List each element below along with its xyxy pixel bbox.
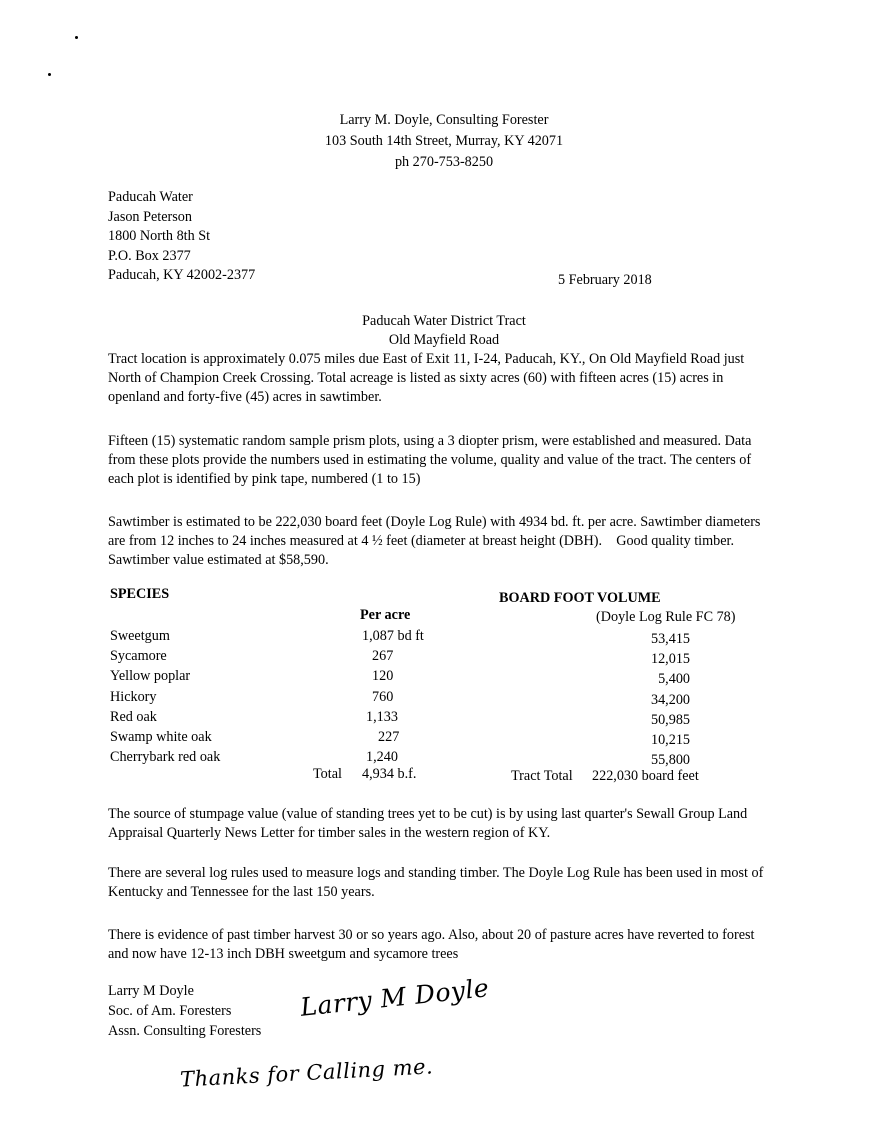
table-row-species: Hickory — [110, 688, 157, 705]
plots-text: Fifteen (15) systematic random sample prism plots, using a 3 diopter prism, were established and measured. Data from these plots provide the numbers used in estimating the volume, quality and value of the tract. The centers of each plot is identified by pink tape, numbered (1 to 15) — [108, 433, 752, 487]
location-paragraph — [108, 350, 768, 407]
plots-paragraph — [108, 432, 768, 489]
sawtimber-estimate: Sawtimber is estimated to be 222,030 board feet (Doyle Log Rule) with 4934 bd. ft. per acre. Sawtimber diameters are from 12 inches to 24 inches measured at 4 ½ feet (diameter at breast height (DBH). — [108, 514, 761, 549]
tract-total-label: Tract Total — [511, 768, 573, 784]
letter-date: 5 February 2018 — [558, 272, 652, 288]
sawtimber-value: Sawtimber value estimated at $58,590. — [108, 552, 329, 568]
table-row-species: Sycamore — [110, 648, 167, 665]
harvest-text: There is evidence of past timber harvest 30 or so years ago. Also, about 20 of pasture acres have reverted to forest and now have 12-13 inch DBH sweetgum and sycamore trees — [108, 927, 755, 962]
per-acre-header: Per acre — [360, 607, 411, 623]
recipient-line: Jason Peterson — [108, 208, 192, 225]
recipient-address — [108, 188, 255, 286]
table-row-per-acre: 120 — [372, 668, 394, 685]
stumpage-paragraph — [108, 805, 778, 843]
signer-name: Larry M Doyle — [108, 983, 194, 999]
volume-column — [580, 629, 690, 770]
table-row-volume: 34,200 — [650, 691, 690, 708]
recipient-line: Paducah, KY 42002-2377 — [108, 267, 256, 283]
table-row-species: Sweetgum — [110, 628, 170, 644]
table-row-species: Cherrybark red oak — [110, 749, 221, 766]
table-row-volume: 10,215 — [650, 732, 690, 749]
log-rules-text: There are several log rules used to measure logs and standing timber. The Doyle Log Rule has been used in most of Kentucky and Tennessee for the last 150 years. — [108, 865, 764, 900]
table-row-species: Yellow poplar — [110, 668, 191, 685]
handwritten-note: Thanks for Calling me. — [179, 1054, 434, 1092]
per-acre-column — [362, 626, 424, 767]
table-row-per-acre: 1,087 bd ft — [362, 628, 424, 644]
letterhead-phone: ph 270-753-8250 — [394, 154, 494, 170]
sawtimber-text — [108, 513, 768, 570]
total-value: 4,934 b.f. — [362, 766, 417, 782]
table-row-per-acre: 760 — [372, 688, 394, 705]
harvest-paragraph — [108, 926, 778, 964]
tract-road: Old Mayfield Road — [388, 332, 500, 348]
log-rules-paragraph — [108, 864, 768, 902]
table-row-species: Red oak — [110, 708, 157, 725]
scan-speck — [75, 36, 78, 39]
tract-title: Paducah Water District Tract — [362, 313, 526, 329]
sawtimber-paragraph — [108, 513, 768, 570]
table-row-per-acre: 267 — [372, 648, 394, 665]
stumpage-text: The source of stumpage value (value of standing trees yet to be cut) is by using last quarter's Sewall Group Land Appraisal Quarterly News Letter for timber sales in the western region of KY. — [108, 806, 748, 841]
sawtimber-quality: Good quality timber. — [616, 533, 735, 549]
rule-header: (Doyle Log Rule FC 78) — [596, 609, 736, 625]
signer-org: Assn. Consulting Foresters — [108, 1023, 262, 1039]
handwritten-signature: Larry M Doyle — [298, 973, 491, 1022]
total-label: Total — [313, 766, 342, 782]
recipient-line: 1800 North 8th St — [108, 228, 211, 244]
table-row-volume: 55,800 — [650, 752, 690, 769]
scan-speck — [48, 73, 51, 76]
table-row-volume: 12,015 — [650, 651, 690, 668]
tract-heading — [0, 312, 888, 350]
signer-org: Soc. of Am. Foresters — [108, 1003, 232, 1019]
volume-header: BOARD FOOT VOLUME — [499, 590, 661, 606]
table-row-volume: 5,400 — [658, 671, 690, 688]
location-text: Tract location is approximately 0.075 miles due East of Exit 11, I-24, Paducah, KY., On Old Mayfield Road just North of Champion Creek Crossing. Total acreage is listed as sixty acres (60) with fifteen acres (15) acres in openland and forty-five (45) acres in sawtimber. — [108, 351, 745, 405]
species-header: SPECIES — [110, 586, 170, 602]
table-row-species: Swamp white oak — [110, 729, 212, 746]
letterhead — [0, 110, 888, 173]
recipient-line: P.O. Box 2377 — [108, 247, 191, 264]
table-row-volume: 53,415 — [650, 631, 690, 647]
signature-block — [108, 981, 261, 1041]
letterhead-name: Larry M. Doyle, Consulting Forester — [339, 112, 549, 128]
table-row-volume: 50,985 — [650, 711, 690, 728]
species-column — [110, 626, 220, 767]
tract-total-value: 222,030 board feet — [592, 768, 699, 784]
table-row-per-acre: 227 — [378, 729, 400, 746]
table-row-per-acre: 1,240 — [366, 749, 398, 766]
recipient-line: Paducah Water — [108, 189, 193, 205]
letterhead-address: 103 South 14th Street, Murray, KY 42071 — [324, 133, 564, 149]
table-row-per-acre: 1,133 — [366, 708, 398, 725]
